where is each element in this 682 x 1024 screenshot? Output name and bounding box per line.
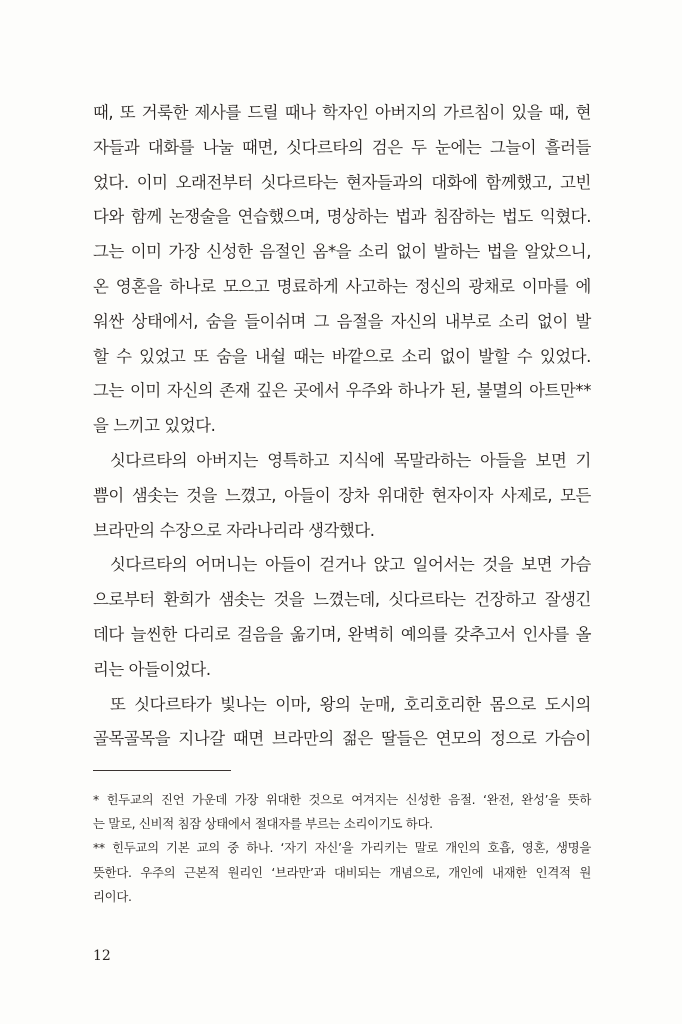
paragraph-line: 브라만의 수장으로 자라나리라 생각했다.: [93, 520, 375, 540]
paragraph-line: 싯다르타의 어머니는 아들이 걷거나 앉고 일어서는 것을 보면 가슴: [110, 555, 591, 575]
paragraph-line: 을 느끼고 있었다.: [93, 416, 216, 436]
paragraph-line: 자들과 대화를 나눌 때면, 싯다르타의 검은 두 눈에는 그늘이 흘러들: [93, 137, 591, 157]
paragraph-line: 으로부터 환희가 샘솟는 것을 느꼈는데, 싯다르타는 건장하고 잘생긴: [93, 590, 591, 610]
paragraph-line: 었다. 이미 오래전부터 싯다르타는 현자들과의 대화에 함께했고, 고빈: [93, 172, 591, 192]
footnote-line: * 힌두교의 진언 가운데 가장 위대한 것으로 여겨지는 신성한 음절. ‘완전, 완성’을 뜻하: [93, 792, 591, 807]
paragraph-line: 또 싯다르타가 빛나는 이마, 왕의 눈매, 호리호리한 몸으로 도시의: [110, 694, 591, 714]
paragraph-line: 다와 함께 논쟁술을 연습했으며, 명상하는 법과 침잠하는 법도 익혔다.: [93, 207, 591, 227]
paragraph-line: 그는 이미 가장 신성한 음절인 옴*을 소리 없이 발하는 법을 알았으니,: [93, 242, 591, 262]
paragraph-line: 때, 또 거룩한 제사를 드릴 때나 학자인 아버지의 가르침이 있을 때, 현: [93, 103, 591, 122]
body-text: [93, 96, 591, 757]
paragraph-line: 워싼 상태에서, 숨을 들이쉬며 그 음절을 자신의 내부로 소리 없이 발: [93, 311, 591, 331]
page-number: 12: [93, 948, 111, 964]
footnote-line: 리이다.: [93, 888, 132, 904]
paragraph-line: 싯다르타의 아버지는 영특하고 지식에 목말라하는 아들을 보면 기: [110, 450, 591, 470]
paragraph-line: 그는 이미 자신의 존재 깊은 곳에서 우주와 하나가 된, 불멸의 아트만**: [93, 381, 591, 401]
footnote-line: 뜻한다. 우주의 근본적 원리인 ‘브라만’과 대비되는 개념으로, 개인에 내재한 인격적 원: [93, 864, 591, 880]
paragraph-line: 온 영혼을 하나로 모으고 명료하게 사고하는 정신의 광채로 이마를 에: [93, 276, 591, 296]
paragraph-line: 쁨이 샘솟는 것을 느꼈고, 아들이 장차 위대한 현자이자 사제로, 모든: [93, 485, 591, 505]
footnotes: [93, 788, 591, 909]
footnote-line: ** 힌두교의 기본 교의 중 하나. ‘자기 자신’을 가리키는 말로 개인의 호흡, 영혼, 생명을: [93, 840, 591, 856]
paragraph-line: 데다 늘씬한 다리로 걸음을 옮기며, 완벽히 예의를 갖추고서 인사를 올: [93, 624, 591, 644]
paragraph-line: 리는 아들이었다.: [93, 659, 211, 679]
paragraph-line: 할 수 있었고 또 숨을 내쉴 때는 바깥으로 소리 없이 발할 수 있었다.: [93, 346, 591, 366]
footnote-line: 는 말로, 신비적 침잠 상태에서 절대자를 부르는 소리이기도 하다.: [93, 816, 433, 832]
footnote-divider: [93, 770, 231, 771]
paragraph-line: 골목골목을 지나갈 때면 브라만의 젊은 딸들은 연모의 정으로 가슴이: [93, 729, 591, 749]
